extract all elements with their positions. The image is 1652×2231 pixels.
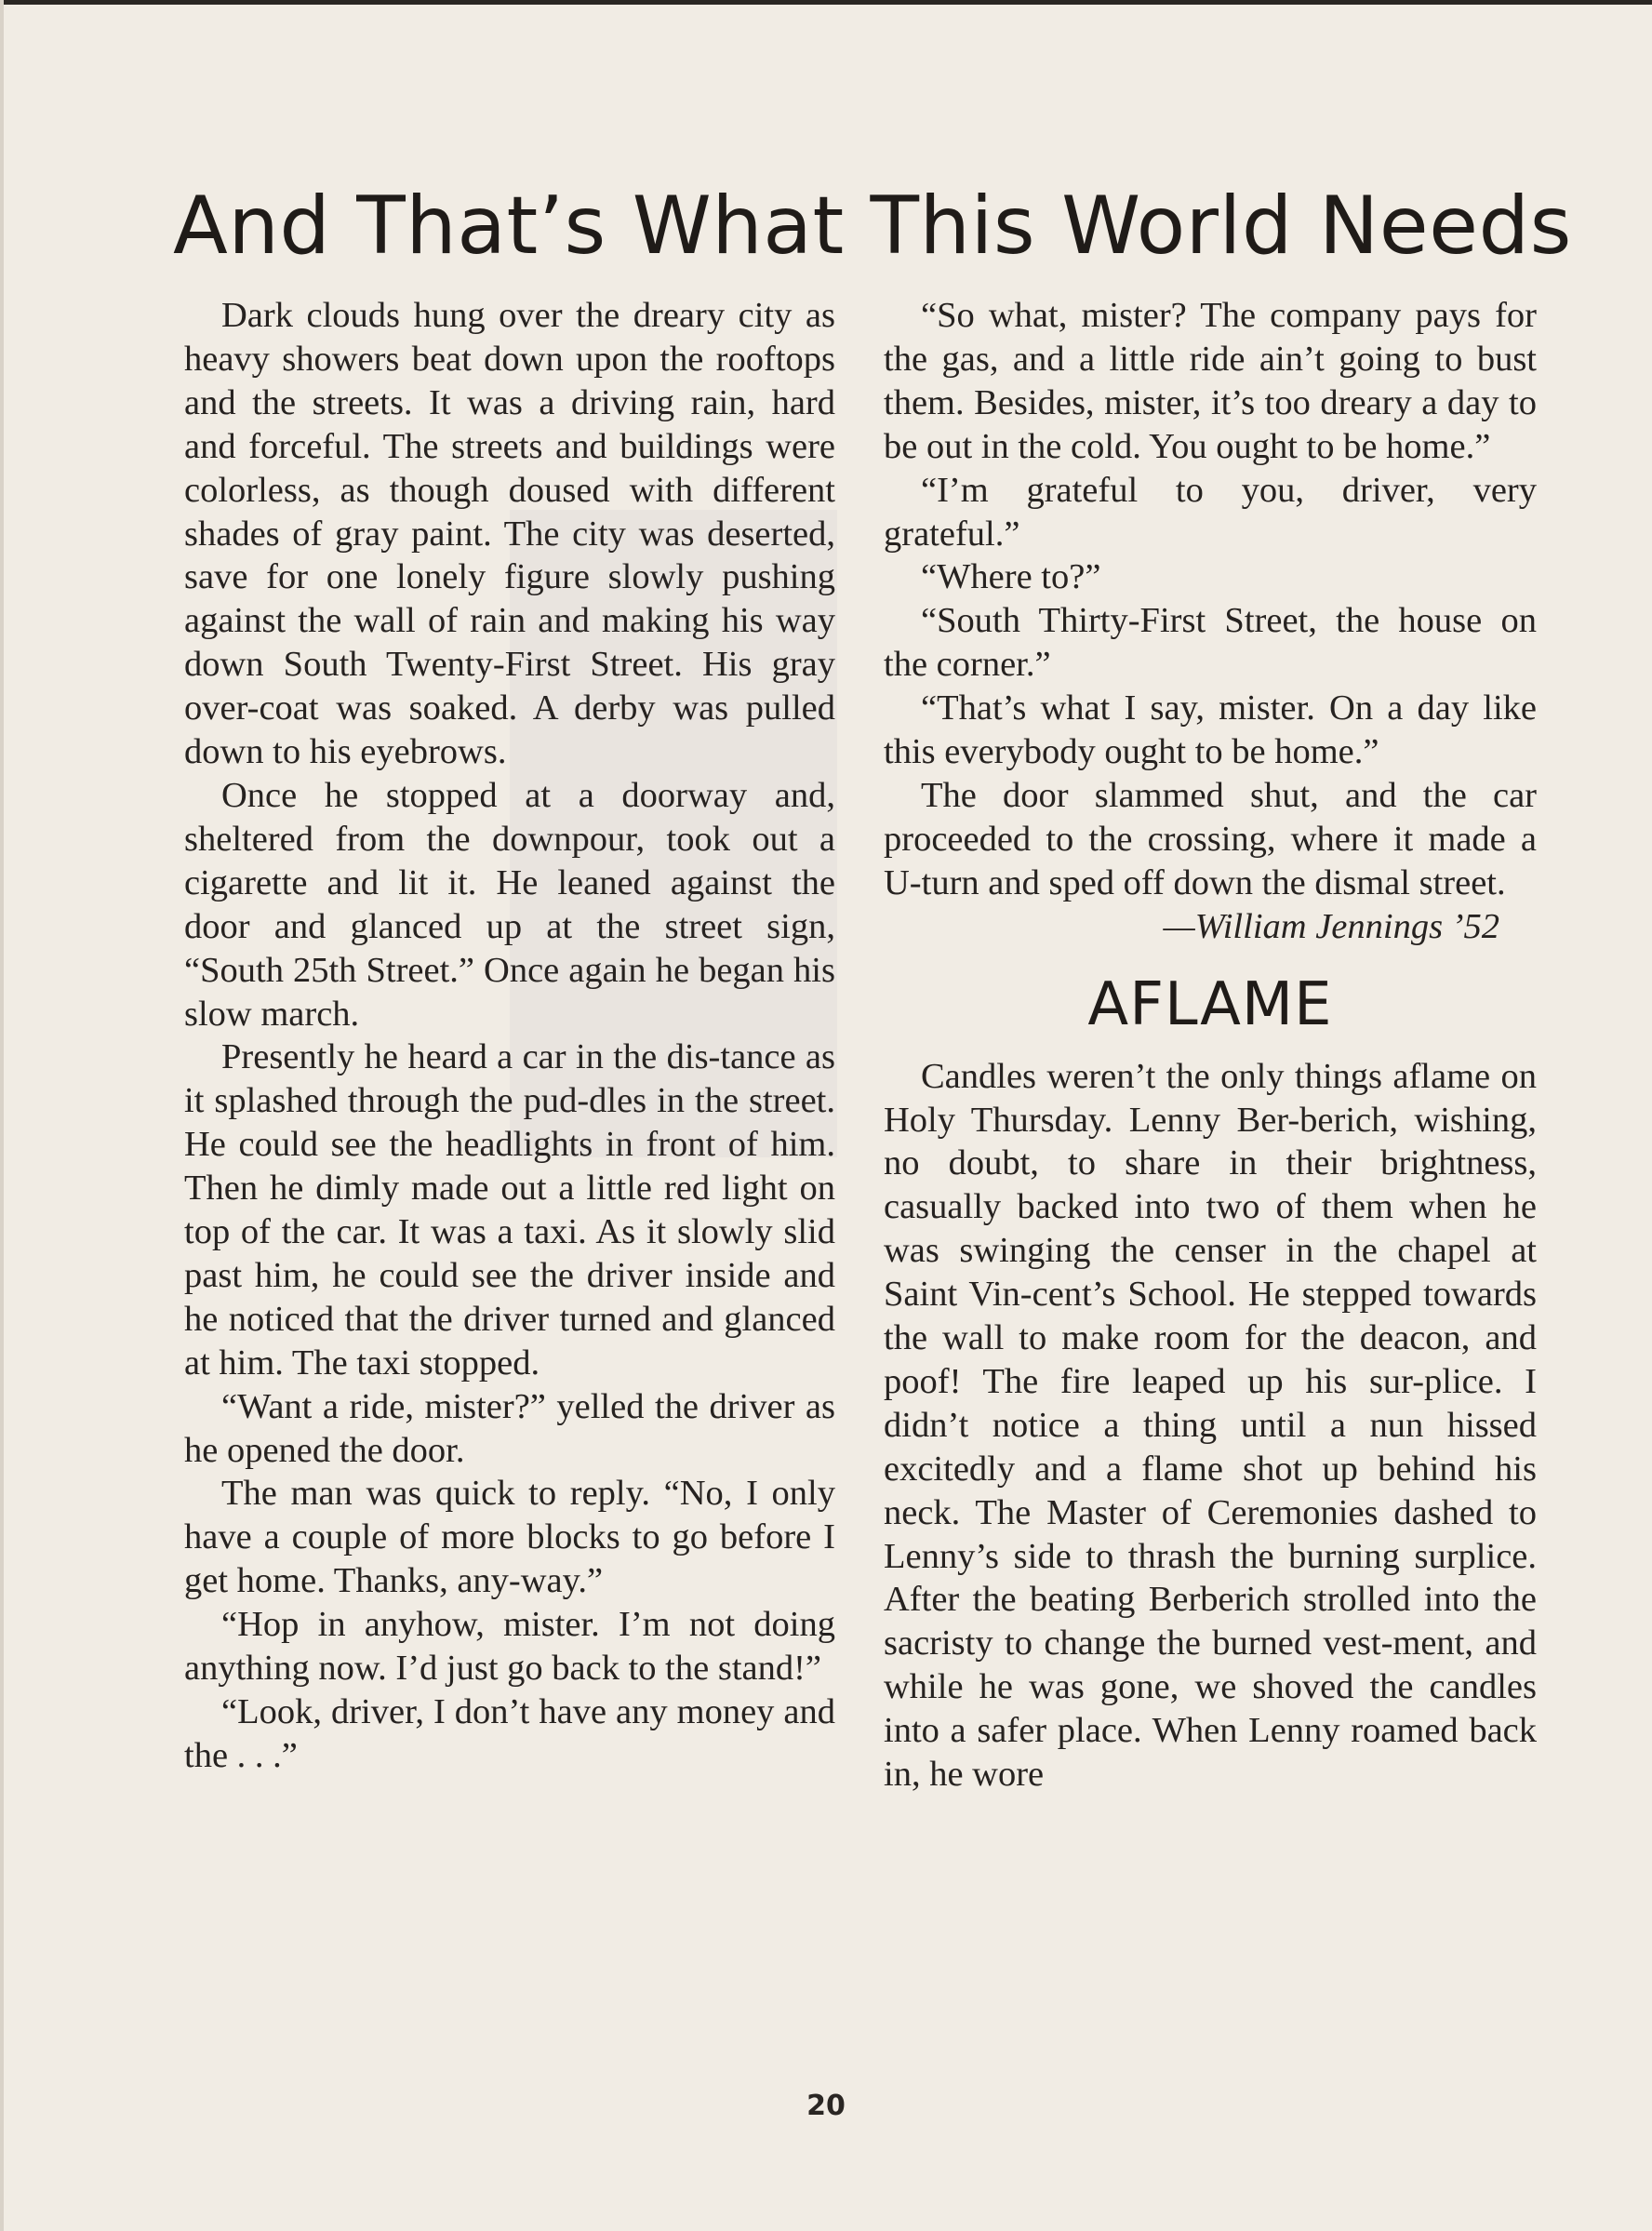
story-paragraph: Once he stopped at a doorway and, sheltered from the downpour, took out a cigarette and lit it. He leaned against the door and glanced up at the street sign, “South 25th Street.” Once again he began his slow march. xyxy=(184,775,835,1034)
story-paragraph: “That’s what I say, mister. On a day like this everybody ought to be home.” xyxy=(884,688,1537,772)
story-paragraph: “Want a ride, mister?” yelled the driver as he opened the door. xyxy=(184,1386,835,1470)
story-paragraph: Dark clouds hung over the dreary city as heavy showers beat down upon the rooftops and the streets. It was a driving rain, hard and forceful. The streets and buildings were colorless, as though doused with different shades of gray paint. The city was deserted, save for one lonely figure slowly pushing against the wall of rain and making his way down South Twenty-First Street. His gray over-coat was soaked. A derby was pulled down to his eyebrows. xyxy=(184,296,835,772)
story-paragraph: The man was quick to reply. “No, I only have a couple of more blocks to go before I get home. Thanks, any-way.” xyxy=(184,1474,835,1601)
story-paragraph: “I’m grateful to you, driver, very grateful.” xyxy=(884,470,1537,554)
left-page-edge xyxy=(0,0,4,2231)
page-number: 20 xyxy=(806,2090,846,2122)
story-paragraph: “So what, mister? The company pays for the gas, and a little ride ain’t going to bust them. Besides, mister, it’s too dreary a day to be out in the cold. You ought to be home.” xyxy=(884,296,1537,466)
story-paragraph: “South Thirty-First Street, the house on the corner.” xyxy=(884,601,1537,685)
left-column xyxy=(184,294,835,1778)
aflame-heading: AFLAME xyxy=(1087,969,1333,1039)
story-paragraph: Presently he heard a car in the dis-tance as it splashed through the pud-dles in the street. He could see the headlights in front of him. Then he dimly made out a little red light on top of the car. It was a taxi. As it slowly slid past him, he could see the driver inside and he noticed that the driver turned and glanced at him. The taxi stopped. xyxy=(184,1037,835,1383)
aflame-paragraph: Candles weren’t the only things aflame on Holy Thursday. Lenny Ber-berich, wishing, no doubt, to share in their brightness, casually backed into two of them when he was swinging the censer in the chapel at Saint Vin-cent’s School. He stepped towards the wall to make room for the deacon, and poof! The fire leaped up his sur-plice. I didn’t notice a thing until a nun hissed excitedly and a flame shot up behind his neck. The Master of Ceremonies dashed to Lenny’s side to thrash the burning surplice. After the beating Berberich strolled into the sacristy to change the burned vest-ment, and while he was gone, we shoved the candles into a safer place. When Lenny roamed back in, he wore xyxy=(884,1056,1537,1795)
page-title: And That’s What This World Needs xyxy=(173,180,1572,273)
story-paragraph: “Hop in anyhow, mister. I’m not doing anything now. I’d just go back to the stand!” xyxy=(184,1605,835,1689)
author-signature: —William Jennings ’52 xyxy=(1163,906,1499,946)
story-paragraph: The door slammed shut, and the car proceeded to the crossing, where it made a U-turn and sped off down the dismal street. xyxy=(884,775,1537,902)
right-column xyxy=(884,294,1537,1797)
story-paragraph: “Look, driver, I don’t have any money and the . . .” xyxy=(184,1692,835,1775)
top-edge-rule xyxy=(0,0,1652,5)
story-paragraph: “Where to?” xyxy=(921,557,1101,597)
